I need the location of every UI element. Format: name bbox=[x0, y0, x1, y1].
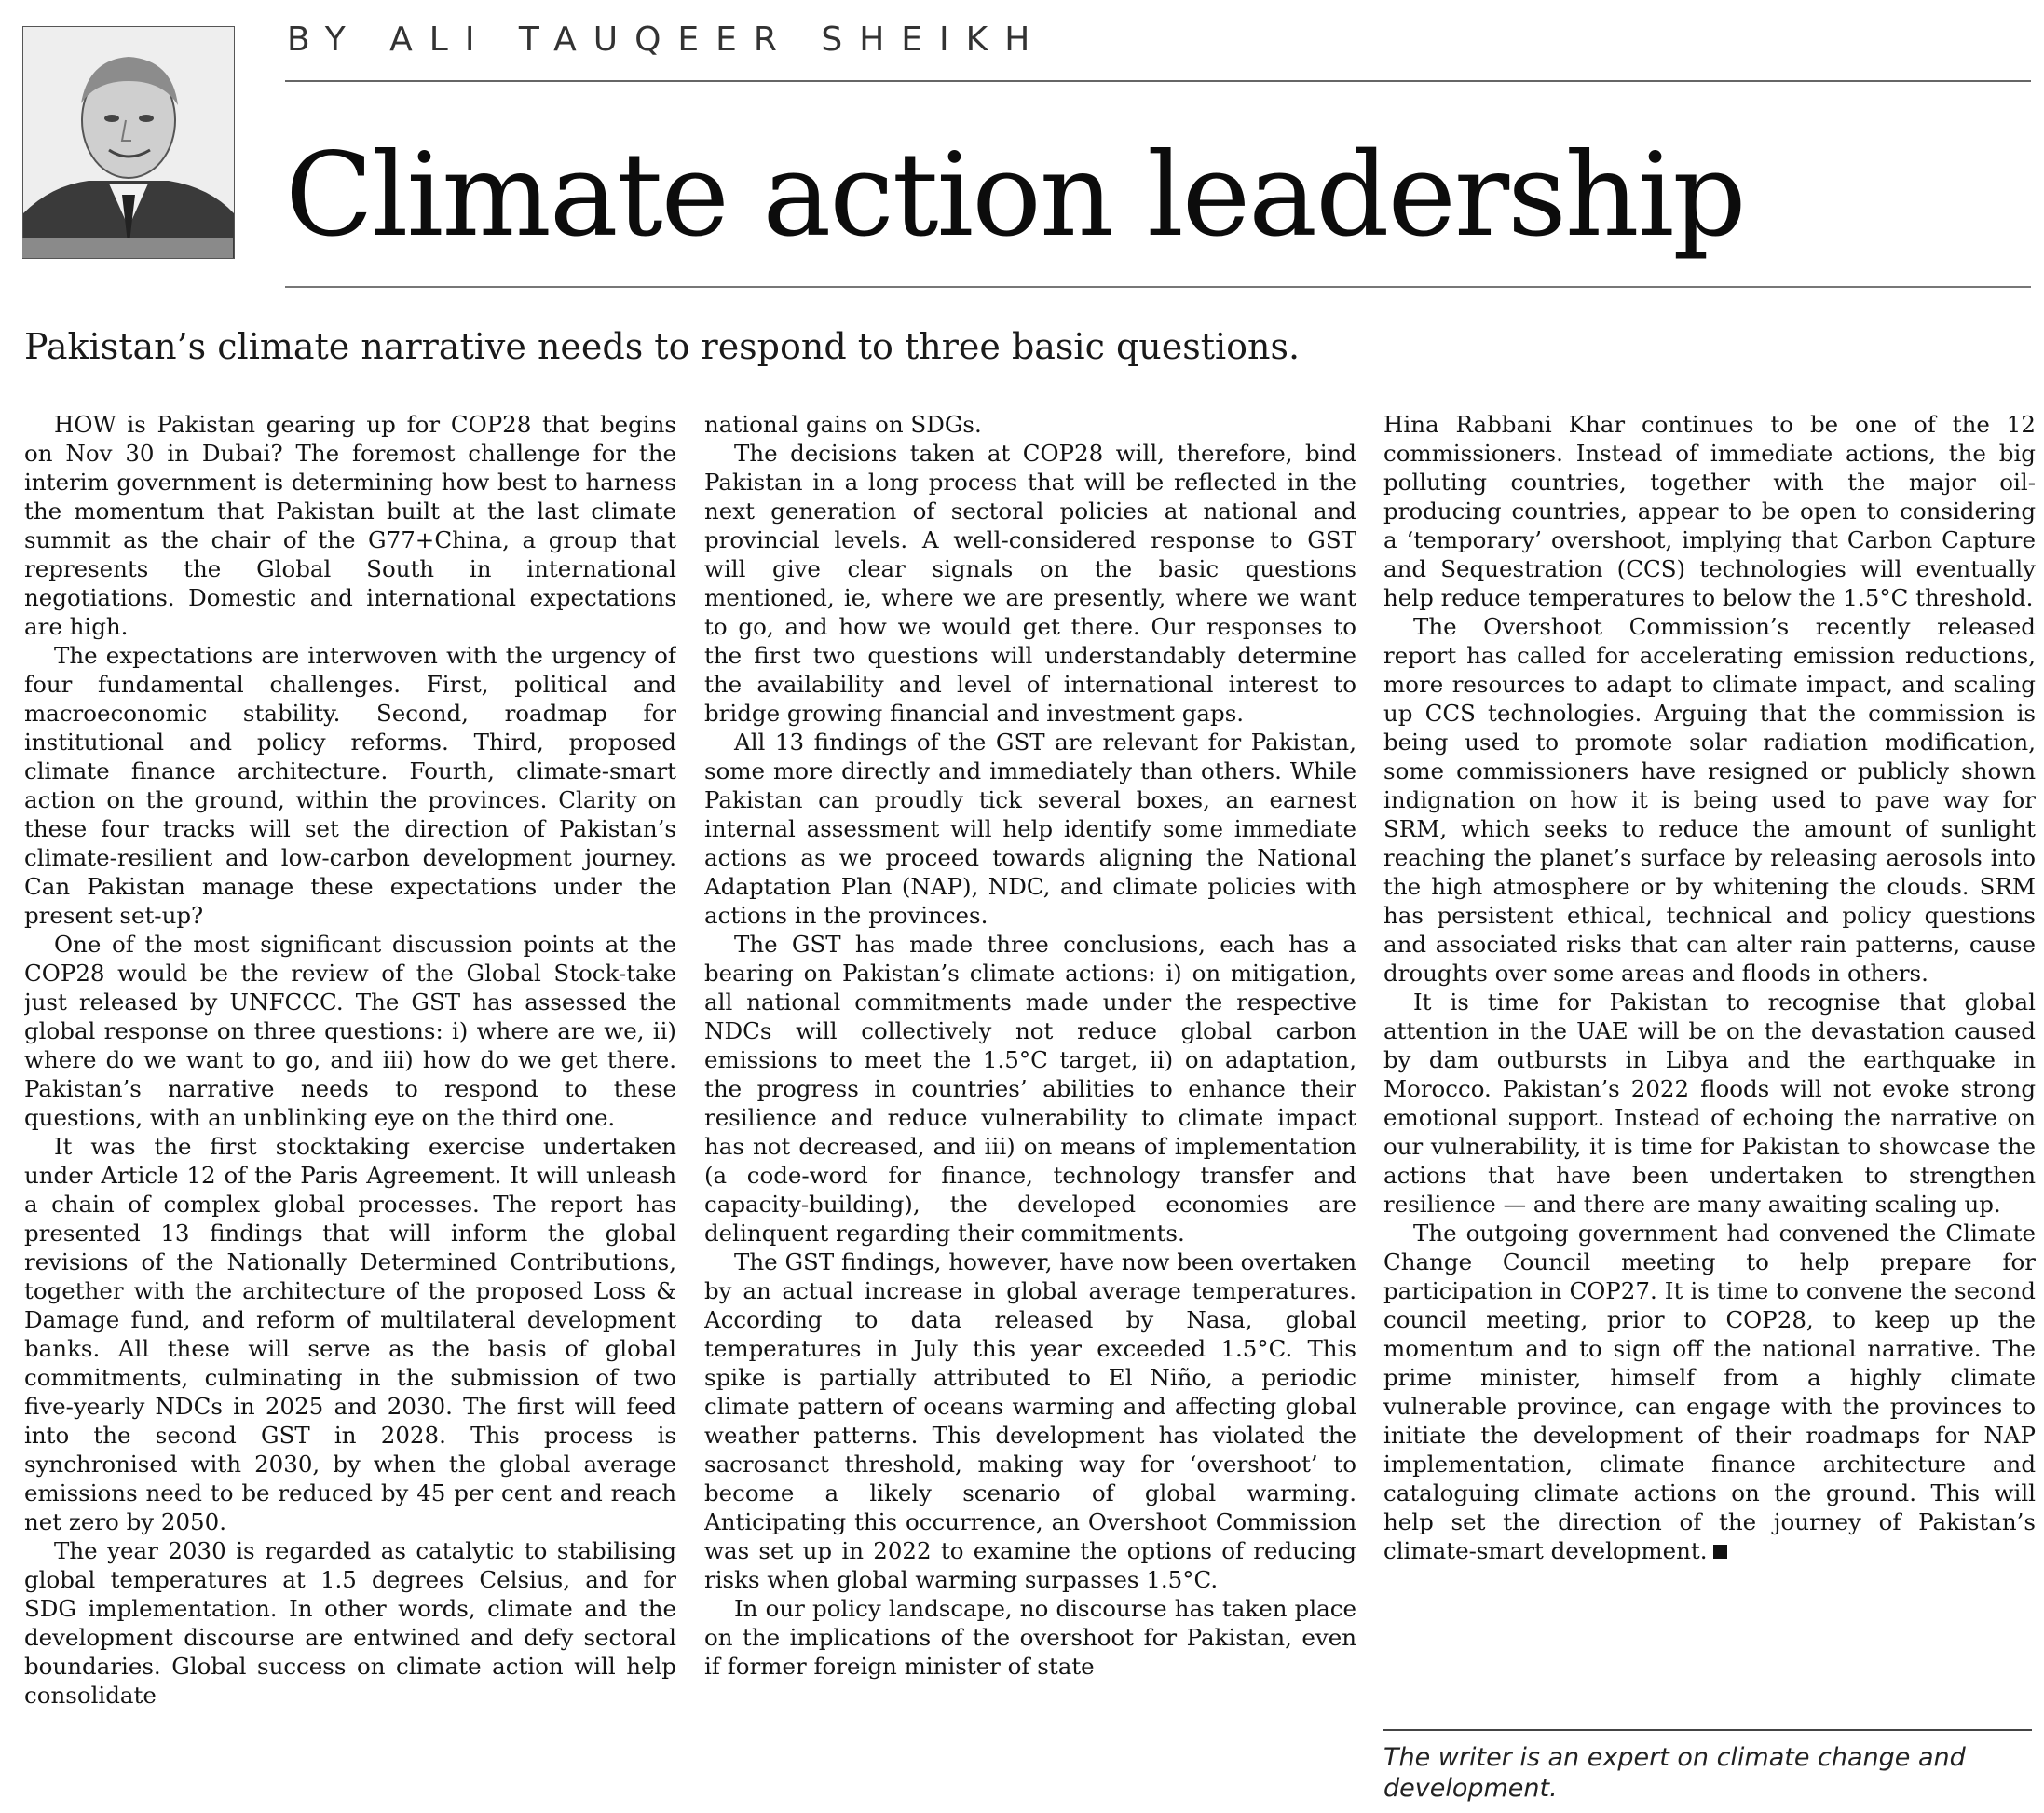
author-bio: The writer is an expert on climate change and development. bbox=[1383, 1743, 1966, 1803]
paragraph: The Overshoot Commission’s recently released report has called for accelerating emission reductions, more resources to adapt to climate impact, and scaling up CCS technologies. Arguing that the commission is being used to promote solar radiation modification, some commissioners have resigned or publicly shown indignation on how it is being used to pave way for SRM, which seeks to reduce the amount of sunlight reaching the planet’s surface by releasing aerosols into the high atmosphere or by whitening the clouds. SRM has persistent ethical, technical and policy questions and associated risks that can alter rain patterns, cause droughts over some areas and floods in others. bbox=[1383, 613, 2036, 987]
paragraph: It is time for Pakistan to recognise that global attention in the UAE will be on the devastation caused by dam outbursts in Libya and the earthquake in Morocco. Pakistan’s 2022 floods will not evoke strong emotional support. Instead of echoing the narrative on our vulnerability, it is time for Pakistan to showcase the actions that have been undertaken to strengthen resilience — and there are many awaiting scaling up. bbox=[1383, 988, 2036, 1218]
photo-caption-bar bbox=[22, 238, 233, 258]
paragraph: The decisions taken at COP28 will, therefore, bind Pakistan in a long process that will be reflected in the next generation of sectoral policies at national and provincial levels. A well-considered response to GST will give clear signals on the basic questions mentioned, ie, where we are presently, where we want to go, and how we would get there. Our responses to the first two questions will understandably determine the availability and level of international interest to bridge growing financial and investment gaps. bbox=[704, 440, 1356, 727]
standfirst: Pakistan’s climate narrative needs to respond to three basic questions. bbox=[24, 326, 1301, 367]
paragraph: One of the most significant discussion points at the COP28 would be the review of the Global Stock-take just released by UNFCCC. The GST has assessed the global response on three questions: i) where are we, ii) where do we want to go, and iii) how do we get there. Pakistan’s narrative needs to respond to these questions, with an unblinking eye on the third one. bbox=[24, 931, 676, 1131]
headline: Climate action leadership bbox=[285, 129, 1745, 263]
article-column-3 bbox=[1383, 410, 2036, 1714]
article-column-1 bbox=[24, 410, 676, 1807]
paragraph: The GST has made three conclusions, each has a bearing on Pakistan’s climate actions: i) on mitigation, all national commitments made under the respective NDCs will collectively not reduce global carbon emissions to meet the 1.5°C target, ii) on adaptation, the progress in countries’ abilities to enhance their resilience and reduce vulnerability to climate impact has not decreased, and iii) on means of implementation (a code-word for finance, technology transfer and capacity-building), the developed economies are delinquent regarding their commitments. bbox=[704, 931, 1356, 1247]
paragraph: HOW is Pakistan gearing up for COP28 that begins on Nov 30 in Dubai? The foremost challenge for the interim government is determining how best to harness the momentum that Pakistan built at the last climate summit as the chair of the G77+China, a group that represents the Global South in international negotiations. Domestic and international expectations are high. bbox=[24, 411, 676, 640]
paragraph-final bbox=[1383, 1219, 2036, 1565]
paragraph: All 13 findings of the GST are relevant for Pakistan, some more directly and immediately than others. While Pakistan can proudly tick several boxes, an earnest internal assessment will help identify some immediate actions as we proceed towards aligning the National Adaptation Plan (NAP), NDC, and climate policies with actions in the provinces. bbox=[704, 729, 1356, 929]
paragraph-continued: national gains on SDGs. bbox=[704, 411, 982, 438]
author-portrait-image bbox=[23, 27, 234, 258]
paragraph: In our policy landscape, no discourse has taken place on the implications of the overshoot for Pakistan, even if former foreign minister of state bbox=[704, 1595, 1356, 1680]
paragraph: The GST findings, however, have now been overtaken by an actual increase in global average temperatures. According to data released by Nasa, global temperatures in July this year exceeded 1.5°C. This spike is partially attributed to El Niño, a periodic climate pattern of oceans warming and affecting global weather patterns. This development has violated the sacrosanct threshold, making way for ‘overshoot’ to become a likely scenario of global warming. Anticipating this occurrence, an Overshoot Commission was set up in 2022 to examine the options of reducing risks when global warming surpasses 1.5°C. bbox=[704, 1248, 1356, 1593]
end-mark-icon bbox=[1713, 1545, 1727, 1559]
headline-divider bbox=[285, 286, 2031, 288]
paragraph: The expectations are interwoven with the urgency of four fundamental challenges. First, political and macroeconomic stability. Second, roadmap for institutional and policy reforms. Third, proposed climate finance architecture. Fourth, climate-smart action on the ground, within the provinces. Clarity on these four tracks will set the direction of Pakistan’s climate-resilient and low-carbon development journey. Can Pakistan manage these expectations under the present set-up? bbox=[24, 642, 676, 929]
paragraph-continued: Hina Rabbani Khar continues to be one of the 12 commissioners. Instead of immediate actions, the big polluting countries, together with the major oil-producing countries, appear to be open to considering a ‘temporary’ overshoot, implying that Carbon Capture and Sequestration (CCS) technologies will eventually help reduce temperatures to below the 1.5°C threshold. bbox=[1383, 411, 2036, 611]
article-column-2 bbox=[704, 410, 1356, 1807]
paragraph: The year 2030 is regarded as catalytic to stabilising global temperatures at 1.5 degrees Celsius, and for SDG implementation. In other words, climate and the development discourse are entwined and defy sectoral boundaries. Global success on climate action will help consolidate bbox=[24, 1537, 676, 1709]
bio-divider bbox=[1383, 1729, 2032, 1731]
paragraph: It was the first stocktaking exercise undertaken under Article 12 of the Paris Agreement. It will unleash a chain of complex global processes. The report has presented 13 findings that will inform the global revisions of the Nationally Determined Contributions, together with the architecture of the proposed Loss & Damage fund, and reform of multilateral development banks. All these will serve as the basis of global commitments, culminating in the submission of two five-yearly NDCs in 2025 and 2030. The first will feed into the second GST in 2028. This process is synchronised with 2030, by when the global average emissions need to be reduced by 45 per cent and reach net zero by 2050. bbox=[24, 1133, 676, 1535]
header-divider bbox=[285, 80, 2031, 82]
byline: BY ALI TAUQEER SHEIKH bbox=[287, 20, 1047, 59]
paragraph-final-text: The outgoing government had convened the Climate Change Council meeting to help prepare for participation in COP27. It is time to convene the second council meeting, prior to COP28, to keep up the momentum and to sign off the national narrative. The prime minister, himself from a highly climate vulnerable province, can engage with the provinces to initiate the development of their roadmaps for NAP implementation, climate finance architecture and cataloguing climate actions on the ground. This will help set the direction of the journey of Pakistan’s climate-smart development. bbox=[1383, 1220, 2036, 1564]
author-photo bbox=[22, 26, 235, 259]
